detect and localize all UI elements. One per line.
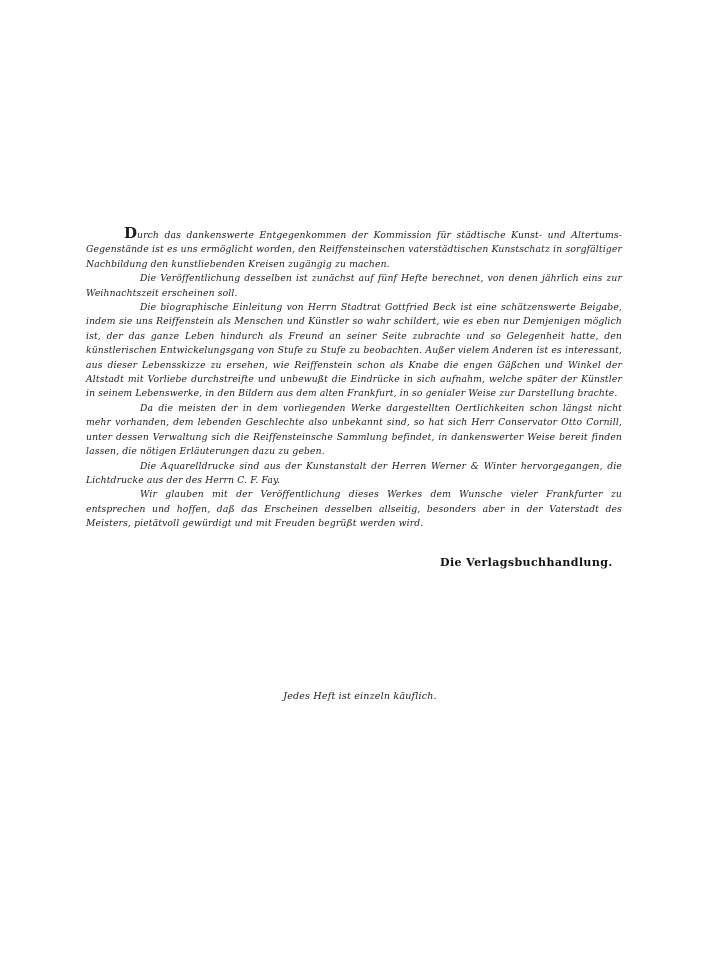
publisher-signature: Die Verlagsbuchhandlung. bbox=[440, 556, 613, 569]
preface-paragraph-6: Wir glauben mit der Veröffentlichung dieses Werkes dem Wunsche vieler Frankfurter zu entsprechen und hoffen, daß das Erscheinen desselben allseitig, besonders aber in der Vaterstadt des Meisters, pietätvoll gewürdigt und mit Freuden begrüßt werden wird. bbox=[86, 489, 622, 530]
preface-text bbox=[86, 224, 622, 532]
preface-paragraph-5: Die Aquarelldrucke sind aus der Kunstanstalt der Herren Werner & Winter hervorgegangen, die Lichtdrucke aus der des Herrn C. F. Fay. bbox=[86, 460, 622, 486]
preface-paragraph-2: Die Veröffentlichung desselben ist zunächst auf fünf Hefte berechnet, von denen jährlich eins zur Weihnachtszeit erscheinen soll. bbox=[86, 273, 622, 299]
drop-cap-initial: D bbox=[124, 224, 138, 242]
preface-paragraph-1-text: urch das dankenswerte Entgegenkommen der Kommission für städtische Kunst- und Altertums-Gegenstände ist es uns ermöglicht worden, den Reiffensteinschen vaterstädtischen Kunstschatz in sorgfältiger Nachbildung den kunstliebenden Kreisen zugängig zu machen. bbox=[86, 230, 622, 270]
preface-paragraph-3: Die biographische Einleitung von Herrn Stadtrat Gottfried Beck ist eine schätzenswerte Beigabe, indem sie uns Reiffenstein als Menschen und Künstler so wahr schildert, wie es eben nur Demjenigen möglich ist, der das ganze Leben hindurch als Freund an seiner Seite zubrachte und so Gelegenheit hatte, den künstlerischen Entwickelungsgang von Stufe zu Stufe zu beobachten. Außer vielem Anderen ist es interessant, aus dieser Lebensskizze zu ersehen, wie Reiffenstein schon als Knabe die engen Gäßchen und Winkel der Altstadt mit Vorliebe durchstreifte und unbewußt die Eindrücke in sich aufnahm, welche später der Künstler in seinem Lebenswerke, in den Bildern aus dem alten Frankfurt, in so genialer Weise zur Darstellung brachte. bbox=[86, 302, 622, 400]
preface-paragraph-4: Da die meisten der in dem vorliegenden Werke dargestellten Oertlichkeiten schon längst nicht mehr vorhanden, dem lebenden Geschlechte also unbekannt sind, so hat sich Herr Conservator Otto Cornill, unter dessen Verwaltung sich die Reiffensteinsche Sammlung befindet, in dankenswerter Weise bereit finden lassen, die nötigen Erläuterungen dazu zu geben. bbox=[86, 402, 622, 458]
preface-paragraph-1 bbox=[86, 224, 622, 272]
sales-note: Jedes Heft ist einzeln käuflich. bbox=[283, 691, 437, 702]
